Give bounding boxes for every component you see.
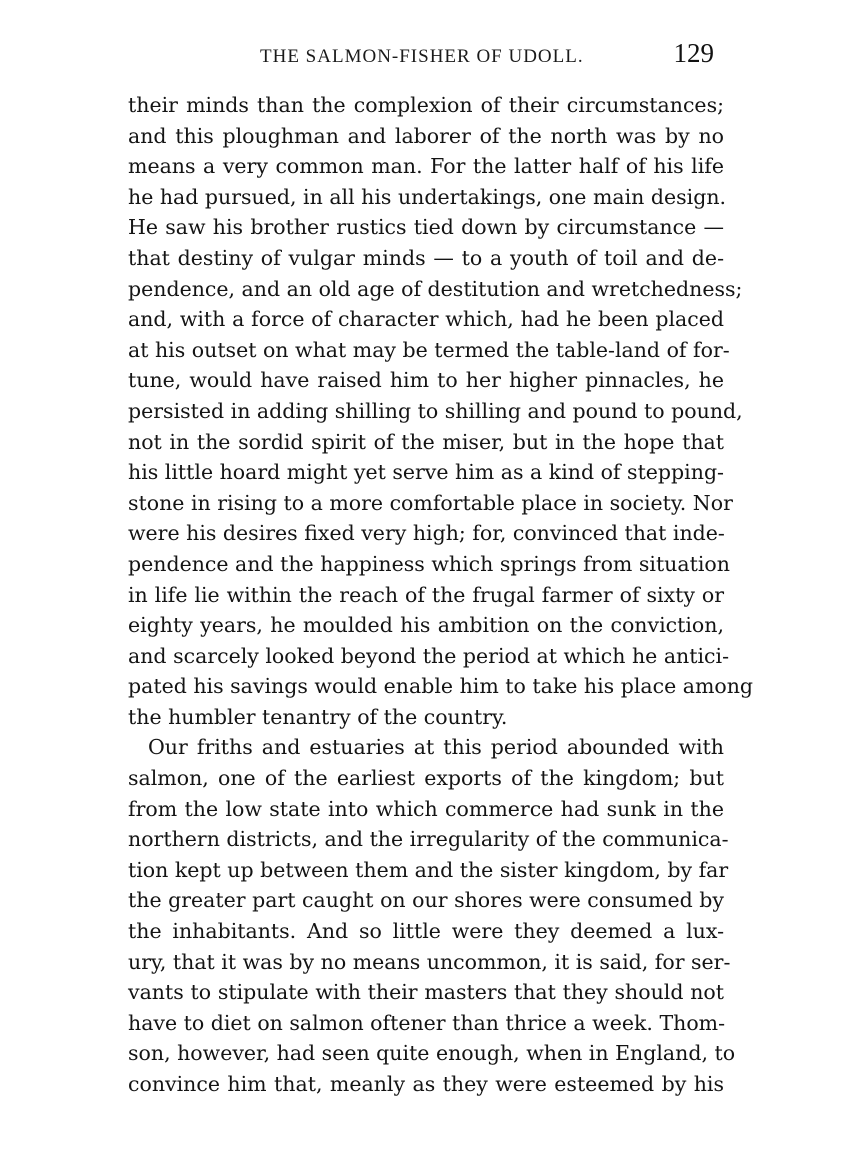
running-head [128, 38, 724, 78]
text-line: pated his savings would enable him to take his place among [128, 674, 754, 699]
text-line: from the low state into which commerce had sunk in the [128, 796, 724, 821]
text-line: means a very common man. For the latter half of his life [128, 154, 724, 179]
text-line: stone in rising to a more comfortable place in society. Nor [128, 490, 733, 515]
text-line: ury, that it was by no means uncommon, it is said, for ser- [128, 949, 731, 974]
text-line: have to diet on salmon oftener than thrice a week. Thom- [128, 1010, 726, 1035]
text-line: vants to stipulate with their masters that they should not [128, 980, 724, 1005]
text-line: not in the sordid spirit of the miser, but in the hope that [128, 429, 724, 454]
text-line: the greater part caught on our shores were consumed by [128, 888, 724, 913]
paragraph-1 [128, 90, 754, 732]
text-line: and, with a force of character which, had he been placed [128, 307, 724, 332]
text-line: pendence, and an old age of destitution and wretchedness; [128, 276, 743, 301]
text-line: northern districts, and the irregularity of the communica- [128, 827, 729, 852]
text-line: in life lie within the reach of the frugal farmer of sixty or [128, 582, 724, 607]
text-line: son, however, had seen quite enough, when in England, to [128, 1041, 736, 1066]
page-number: 129 [673, 38, 714, 68]
text-line: and scarcely looked beyond the period at which he antici- [128, 643, 730, 668]
text-line: the inhabitants. And so little were they deemed a lux- [128, 919, 724, 944]
text-line: his little hoard might yet serve him as a kind of stepping- [128, 460, 724, 485]
text-line: he had pursued, in all his undertakings, one main design. [128, 184, 727, 209]
text-line: at his outset on what may be termed the table-land of for- [128, 337, 730, 362]
text-line: tion kept up between them and the sister kingdom, by far [128, 857, 729, 882]
text-line: He saw his brother rustics tied down by circumstance — [128, 215, 724, 240]
text-line: the humbler tenantry of the country. [128, 704, 508, 729]
text-line: persisted in adding shilling to shilling and pound to pound, [128, 398, 743, 423]
text-line: salmon, one of the earliest exports of the kingdom; but [128, 766, 724, 791]
text-line: Our friths and estuaries at this period abounded with [148, 735, 724, 760]
text-line: pendence and the happiness which springs from situation [128, 551, 730, 576]
body-text [128, 90, 754, 1100]
text-line: were his desires fixed very high; for, convinced that inde- [128, 521, 725, 546]
paragraph-2 [128, 732, 736, 1099]
text-line: eighty years, he moulded his ambition on the conviction, [128, 613, 724, 638]
text-line: their minds than the complexion of their circumstances; [128, 93, 724, 117]
running-title: THE SALMON-FISHER OF UDOLL. [260, 46, 584, 67]
text-line: convince him that, meanly as they were esteemed by his [128, 1072, 724, 1096]
text-line: and this ploughman and laborer of the north was by no [128, 123, 724, 148]
text-line: tune, would have raised him to her higher pinnacles, he [128, 368, 724, 393]
text-line: that destiny of vulgar minds — to a youth of toil and de- [128, 245, 724, 270]
